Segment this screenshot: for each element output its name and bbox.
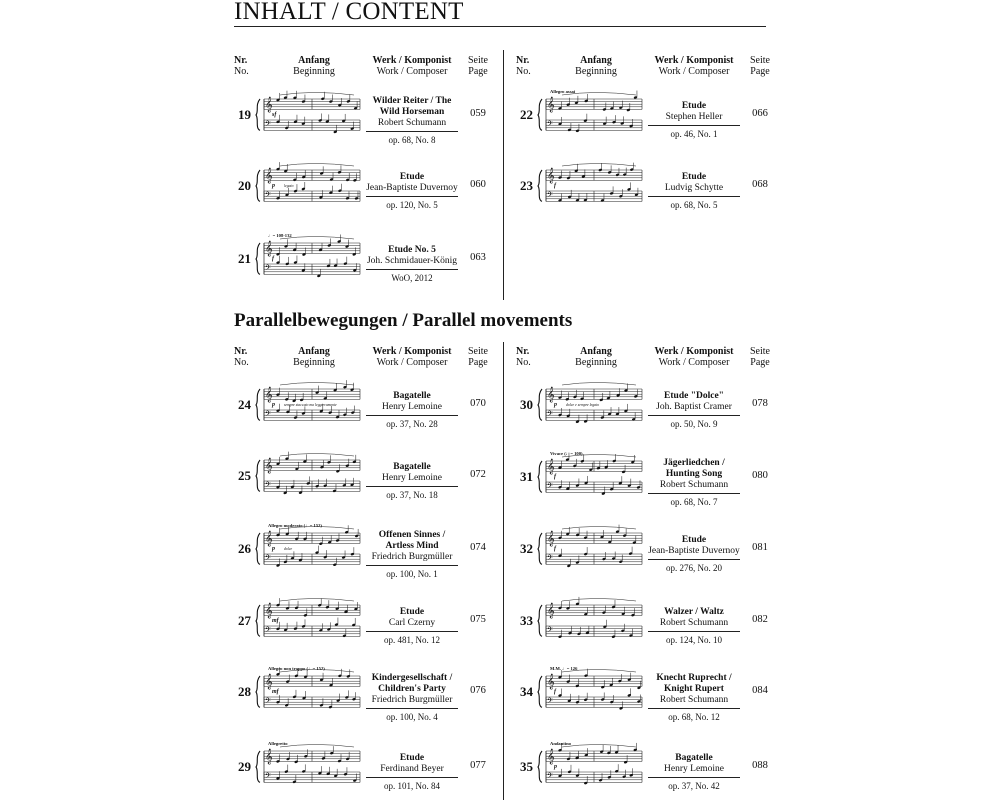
composer: Henry Lemoine bbox=[664, 764, 724, 774]
entry-number: 32 bbox=[520, 541, 533, 556]
work-title: Bagatelle bbox=[393, 462, 431, 472]
brace bbox=[256, 751, 260, 782]
bass-clef: 𝄢 bbox=[547, 626, 553, 637]
composer: Henry Lemoine bbox=[382, 402, 442, 412]
work-title: Etude "Dolce" bbox=[664, 391, 724, 401]
work-title: Etude bbox=[681, 535, 707, 545]
dynamic-marking: mf bbox=[272, 618, 279, 624]
work-title: Etude bbox=[399, 172, 425, 182]
brace bbox=[538, 389, 542, 420]
work-rule bbox=[648, 559, 740, 560]
composer: Joh. Schmidauer-König bbox=[366, 256, 458, 266]
entry-number: 26 bbox=[238, 541, 251, 556]
work-rule bbox=[366, 631, 458, 632]
expression-marking: legato bbox=[284, 184, 294, 188]
score-incipit bbox=[536, 523, 644, 575]
brace bbox=[256, 676, 260, 707]
expression-marking: sempre staccato ma leggieramente bbox=[284, 403, 337, 407]
entry-number: 27 bbox=[238, 613, 251, 628]
work-info[interactable] bbox=[366, 673, 458, 723]
col-head-work: Werk / Komponist Work / Composer bbox=[372, 55, 452, 77]
composer: Jean-Baptiste Duvernoy bbox=[648, 546, 740, 556]
bass-clef: 𝄢 bbox=[547, 482, 553, 493]
page-number[interactable]: 077 bbox=[470, 760, 486, 771]
work-info[interactable] bbox=[648, 458, 740, 508]
opus: op. 68, No. 8 bbox=[388, 134, 436, 145]
entry-number: 29 bbox=[238, 759, 251, 774]
col-head-nr: Nr. No. bbox=[234, 346, 249, 368]
bass-clef: 𝄢 bbox=[265, 120, 271, 131]
score-incipit bbox=[536, 595, 644, 647]
opus: op. 120, No. 5 bbox=[386, 200, 438, 210]
treble-clef: 𝄞 bbox=[265, 749, 273, 765]
slur bbox=[562, 383, 636, 386]
work-info[interactable] bbox=[648, 172, 740, 211]
entry-number: 21 bbox=[238, 251, 251, 266]
work-info[interactable] bbox=[366, 391, 458, 430]
col-head-page: Seite Page bbox=[750, 346, 770, 368]
treble-clef: 𝄞 bbox=[265, 241, 273, 257]
entry-number: 34 bbox=[520, 684, 533, 699]
dynamic-marking: p bbox=[272, 402, 275, 408]
treble-clef: 𝄞 bbox=[547, 603, 555, 619]
col-head-page: Seite Page bbox=[750, 55, 770, 77]
brace bbox=[256, 99, 260, 130]
opus: op. 46, No. 1 bbox=[670, 129, 718, 139]
work-info[interactable] bbox=[366, 753, 458, 792]
composer: Robert Schumann bbox=[659, 479, 729, 490]
treble-clef: 𝄞 bbox=[265, 97, 273, 113]
work-rule bbox=[648, 708, 740, 709]
opus: op. 100, No. 4 bbox=[386, 711, 438, 722]
work-rule bbox=[648, 125, 740, 126]
composer: Robert Schumann bbox=[377, 117, 447, 128]
slur bbox=[280, 745, 354, 748]
col-head-work: Werk / Komponist Work / Composer bbox=[654, 55, 734, 77]
opus: op. 101, No. 84 bbox=[384, 781, 440, 791]
brace bbox=[256, 533, 260, 564]
brace bbox=[538, 99, 542, 130]
col-head-nr: Nr. No. bbox=[516, 346, 531, 368]
treble-clef: 𝄞 bbox=[547, 459, 555, 475]
page-number[interactable]: 072 bbox=[470, 469, 486, 480]
work-title: Walzer / Waltz bbox=[664, 607, 724, 617]
tempo-marking: ♩= 108-132 bbox=[268, 233, 292, 238]
brace bbox=[538, 605, 542, 636]
entry-number: 19 bbox=[238, 107, 251, 122]
bass-clef: 𝄢 bbox=[547, 697, 553, 708]
col-head-beginning: Anfang Beginning bbox=[575, 346, 617, 368]
opus: op. 37, No. 28 bbox=[386, 419, 438, 429]
column-divider-bottom bbox=[503, 342, 504, 800]
score-incipit bbox=[536, 451, 644, 503]
dynamic-marking: mf bbox=[272, 689, 279, 695]
treble-clef: 𝄞 bbox=[547, 749, 555, 765]
work-rule bbox=[648, 631, 740, 632]
col-head-beginning: Anfang Beginning bbox=[293, 346, 335, 368]
work-title: Wilder Reiter / The Wild Horseman bbox=[372, 95, 452, 117]
work-info[interactable] bbox=[648, 673, 740, 723]
score-incipit bbox=[536, 160, 644, 212]
col-head-work: Werk / Komponist Work / Composer bbox=[372, 346, 452, 368]
work-rule bbox=[366, 131, 458, 132]
page-number[interactable]: 088 bbox=[752, 760, 768, 771]
work-info[interactable] bbox=[366, 172, 458, 211]
work-rule bbox=[366, 565, 458, 566]
treble-clef: 𝄞 bbox=[265, 603, 273, 619]
treble-clef: 𝄞 bbox=[265, 458, 273, 474]
treble-clef: 𝄞 bbox=[547, 168, 555, 184]
work-title: Bagatelle bbox=[675, 753, 713, 763]
work-rule bbox=[366, 486, 458, 487]
expression-marking: dolce e sempre legato bbox=[566, 403, 600, 407]
brace bbox=[256, 170, 260, 201]
score-incipit bbox=[254, 233, 362, 285]
slur bbox=[562, 164, 636, 167]
score-incipit bbox=[536, 89, 644, 141]
work-info[interactable] bbox=[648, 607, 740, 646]
page-number[interactable]: 063 bbox=[470, 252, 486, 263]
opus: op. 276, No. 20 bbox=[666, 563, 722, 573]
treble-clef: 𝄞 bbox=[265, 674, 273, 690]
score-incipit bbox=[254, 666, 362, 718]
work-rule bbox=[366, 269, 458, 270]
work-info[interactable] bbox=[366, 245, 458, 284]
work-title: Etude No. 5 bbox=[388, 245, 436, 255]
work-title: Jägerliedchen / Hunting Song bbox=[663, 457, 725, 479]
entry-number: 22 bbox=[520, 107, 533, 122]
col-head-nr: Nr. No. bbox=[234, 55, 249, 77]
composer: Robert Schumann bbox=[659, 694, 729, 705]
treble-clef: 𝄞 bbox=[265, 531, 273, 547]
score-incipit bbox=[536, 666, 644, 718]
work-title: Etude bbox=[681, 172, 707, 182]
entry-number: 35 bbox=[520, 759, 533, 774]
brace bbox=[538, 533, 542, 564]
treble-clef: 𝄞 bbox=[547, 531, 555, 547]
bass-clef: 𝄢 bbox=[265, 626, 271, 637]
treble-clef: 𝄞 bbox=[547, 97, 555, 113]
work-info[interactable] bbox=[648, 535, 740, 574]
brace bbox=[538, 676, 542, 707]
entry-number: 24 bbox=[238, 397, 251, 412]
dynamic-marking: p bbox=[272, 183, 275, 189]
work-info[interactable] bbox=[366, 530, 458, 580]
bass-clef: 𝄢 bbox=[547, 772, 553, 783]
work-rule bbox=[648, 777, 740, 778]
slur bbox=[562, 527, 636, 530]
bass-clef: 𝄢 bbox=[265, 772, 271, 783]
work-rule bbox=[366, 777, 458, 778]
composer: Ludvig Schytte bbox=[664, 183, 724, 193]
page-title: INHALT / CONTENT bbox=[234, 0, 464, 25]
page-number[interactable]: 075 bbox=[470, 614, 486, 625]
bass-clef: 𝄢 bbox=[265, 554, 271, 565]
slur bbox=[562, 745, 636, 748]
tempo-marking: Allegro non troppo (♩= 152) bbox=[268, 666, 325, 671]
page-number[interactable]: 070 bbox=[470, 398, 486, 409]
entry-number: 23 bbox=[520, 178, 533, 193]
page-number[interactable]: 074 bbox=[470, 542, 486, 553]
bass-clef: 𝄢 bbox=[265, 264, 271, 275]
opus: op. 37, No. 18 bbox=[386, 490, 438, 500]
opus: op. 481, No. 12 bbox=[384, 635, 440, 645]
score-incipit bbox=[254, 89, 362, 141]
treble-clef: 𝄞 bbox=[265, 168, 273, 184]
tempo-marking: Vivace (♩= 100) bbox=[550, 451, 583, 456]
composer: Ferdinand Beyer bbox=[380, 764, 444, 774]
brace bbox=[256, 460, 260, 491]
work-rule bbox=[648, 493, 740, 494]
bass-clef: 𝄢 bbox=[547, 410, 553, 421]
bass-clef: 𝄢 bbox=[265, 410, 271, 421]
column-divider-top bbox=[503, 50, 504, 300]
dynamic-marking: p bbox=[554, 764, 557, 770]
entry-number: 28 bbox=[238, 684, 251, 699]
composer: Friedrich Burgmüller bbox=[371, 551, 453, 562]
dynamic-marking: f bbox=[272, 256, 274, 262]
work-info[interactable] bbox=[648, 391, 740, 430]
dynamic-marking: p bbox=[554, 402, 557, 408]
dynamic-marking: p bbox=[272, 546, 275, 552]
score-incipit bbox=[536, 741, 644, 793]
slur bbox=[280, 93, 354, 96]
dynamic-marking: sf bbox=[272, 112, 277, 118]
treble-clef: 𝄞 bbox=[547, 674, 555, 690]
score-incipit bbox=[254, 741, 362, 793]
page-number[interactable]: 084 bbox=[752, 685, 768, 696]
work-rule bbox=[366, 415, 458, 416]
brace bbox=[538, 751, 542, 782]
score-incipit bbox=[254, 379, 362, 431]
page-number[interactable]: 068 bbox=[752, 179, 768, 190]
bass-clef: 𝄢 bbox=[265, 191, 271, 202]
work-title: Etude bbox=[399, 753, 425, 763]
work-title: Bagatelle bbox=[393, 391, 431, 401]
composer: Joh. Baptist Cramer bbox=[656, 402, 732, 412]
col-head-beginning: Anfang Beginning bbox=[293, 55, 335, 77]
page-number[interactable]: 059 bbox=[470, 108, 486, 119]
bass-clef: 𝄢 bbox=[265, 481, 271, 492]
page-number[interactable]: 078 bbox=[752, 398, 768, 409]
slur bbox=[280, 164, 354, 167]
page-number[interactable]: 082 bbox=[752, 614, 768, 625]
col-head-page: Seite Page bbox=[468, 346, 488, 368]
composer: Carl Czerny bbox=[388, 618, 436, 628]
score-incipit bbox=[254, 595, 362, 647]
work-rule bbox=[366, 196, 458, 197]
page-number[interactable]: 076 bbox=[470, 685, 486, 696]
dynamic-marking: f bbox=[554, 546, 556, 552]
work-rule bbox=[648, 196, 740, 197]
score-incipit bbox=[254, 450, 362, 502]
slur bbox=[562, 599, 636, 602]
title-rule bbox=[234, 26, 766, 27]
entry-number: 30 bbox=[520, 397, 533, 412]
entry-number: 25 bbox=[238, 468, 251, 483]
opus: op. 50, No. 9 bbox=[670, 419, 718, 429]
work-rule bbox=[648, 415, 740, 416]
dynamic-marking: f bbox=[554, 474, 556, 480]
page-number[interactable]: 081 bbox=[752, 542, 768, 553]
score-incipit bbox=[536, 379, 644, 431]
col-head-page: Seite Page bbox=[468, 55, 488, 77]
opus: op. 68, No. 7 bbox=[670, 496, 718, 507]
opus: op. 37, No. 42 bbox=[668, 781, 720, 791]
work-title: Etude bbox=[681, 101, 707, 111]
page-number[interactable]: 080 bbox=[752, 470, 768, 481]
opus: op. 68, No. 5 bbox=[670, 200, 718, 210]
work-title: Etude bbox=[399, 607, 425, 617]
work-rule bbox=[366, 708, 458, 709]
slur bbox=[280, 599, 354, 602]
score-incipit bbox=[254, 160, 362, 212]
brace bbox=[256, 605, 260, 636]
brace bbox=[538, 170, 542, 201]
entry-number: 20 bbox=[238, 178, 251, 193]
entry-number: 33 bbox=[520, 613, 533, 628]
score-incipit bbox=[254, 523, 362, 575]
brace bbox=[256, 389, 260, 420]
opus: WoO, 2012 bbox=[391, 273, 433, 283]
work-info[interactable] bbox=[648, 101, 740, 140]
bass-clef: 𝄢 bbox=[547, 120, 553, 131]
slur bbox=[280, 383, 354, 386]
composer: Friedrich Burgmüller bbox=[371, 694, 453, 705]
composer: Stephen Heller bbox=[665, 112, 723, 122]
composer: Robert Schumann bbox=[659, 618, 729, 628]
page-number[interactable]: 060 bbox=[470, 179, 486, 190]
col-head-work: Werk / Komponist Work / Composer bbox=[654, 346, 734, 368]
tempo-marking: Allegretto bbox=[268, 741, 288, 746]
treble-clef: 𝄞 bbox=[547, 387, 555, 403]
tempo-marking: M.M. ♩= 126 bbox=[550, 666, 578, 671]
composer: Jean-Baptiste Duvernoy bbox=[366, 183, 458, 193]
treble-clef: 𝄞 bbox=[265, 387, 273, 403]
page-number[interactable]: 066 bbox=[752, 108, 768, 119]
bass-clef: 𝄢 bbox=[547, 191, 553, 202]
work-info[interactable] bbox=[648, 753, 740, 792]
expression-marking: dolce bbox=[284, 547, 293, 551]
brace bbox=[256, 243, 260, 274]
opus: op. 68, No. 12 bbox=[668, 711, 720, 722]
brace bbox=[538, 461, 542, 492]
tempo-marking: Allegro moderato (♩= 152) bbox=[268, 523, 322, 528]
work-title: Offenen Sinnes / Artless Mind bbox=[378, 529, 446, 551]
bass-clef: 𝄢 bbox=[547, 554, 553, 565]
work-info[interactable] bbox=[366, 96, 458, 146]
opus: op. 124, No. 10 bbox=[666, 635, 722, 645]
work-title: Knecht Ruprecht / Knight Rupert bbox=[656, 672, 732, 694]
work-info[interactable] bbox=[366, 462, 458, 501]
bass-clef: 𝄢 bbox=[265, 697, 271, 708]
col-head-nr: Nr. No. bbox=[516, 55, 531, 77]
work-title: Kindergesellschaft / Children's Party bbox=[371, 672, 453, 694]
entry-number: 31 bbox=[520, 469, 533, 484]
work-info[interactable] bbox=[366, 607, 458, 646]
tempo-marking: Andantino bbox=[550, 741, 571, 746]
slur bbox=[280, 454, 354, 457]
tempo-marking: Allegro assai bbox=[550, 89, 576, 94]
dynamic-marking: f bbox=[554, 183, 556, 189]
section-title-parallel: Parallelbewegungen / Parallel movements bbox=[234, 310, 573, 331]
col-head-beginning: Anfang Beginning bbox=[575, 55, 617, 77]
dynamic-marking: f bbox=[554, 689, 556, 695]
opus: op. 100, No. 1 bbox=[386, 568, 438, 579]
composer: Henry Lemoine bbox=[382, 473, 442, 483]
